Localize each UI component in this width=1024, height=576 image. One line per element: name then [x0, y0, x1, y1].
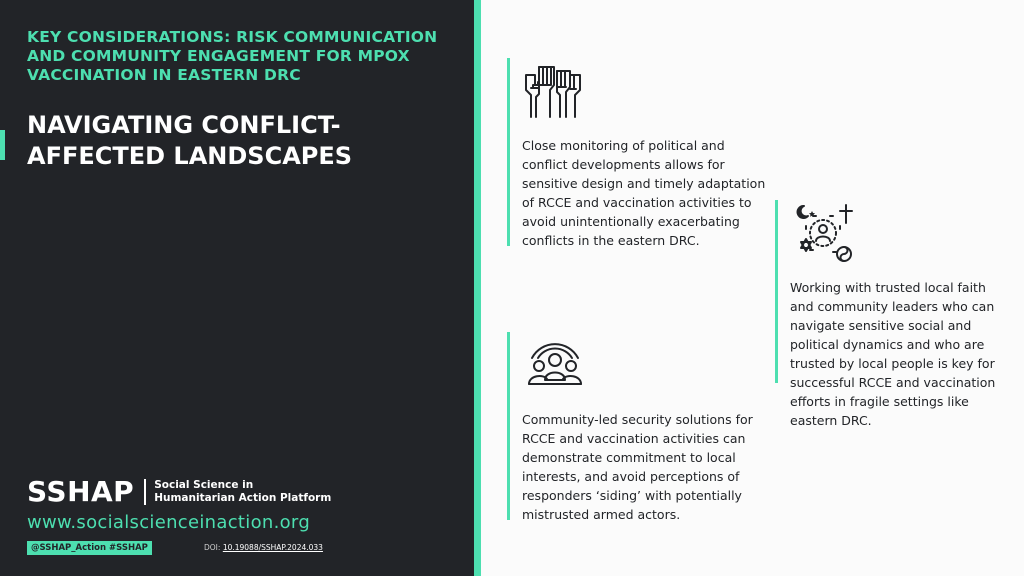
sshap-logo: SSHAP — [27, 475, 135, 508]
card-2-accent-line — [775, 200, 778, 383]
brand-divider — [144, 479, 146, 505]
raised-fists-icon — [522, 57, 588, 123]
headline-accent-bar — [0, 130, 5, 160]
accent-stripe — [474, 0, 481, 576]
page-title: NAVIGATING CONFLICT-AFFECTED LANDSCAPES — [27, 111, 353, 170]
doi-label: DOI: — [204, 543, 221, 552]
doi-link[interactable]: 10.19088/SSHAP.2024.033 — [222, 543, 323, 552]
card-3-text: Community-led security solutions for RCCE and vaccination activities can demonstrate commitment to local interests, and avoid perceptions of responders ‘siding’ with potentially mistrusted armed actors. — [522, 412, 753, 522]
brand-name: Social Science in Humanitarian Action Platform — [154, 478, 332, 504]
card-1-accent-line — [507, 58, 510, 246]
brand-block — [27, 475, 334, 508]
kicker-title: KEY CONSIDERATIONS: RISK COMMUNICATION AND COMMUNITY ENGAGEMENT FOR MPOX VACCINATION IN EASTERN DRC — [27, 28, 438, 84]
website-link[interactable]: www.socialscienceinaction.org — [27, 512, 311, 533]
card-3-accent-line — [507, 332, 510, 520]
card-2-text: Working with trusted local faith and community leaders who can navigate sensitive social and political dynamics and who are trusted by local people is key for successful RCCE and vaccination efforts in fragile settings like eastern DRC. — [790, 280, 996, 428]
faith-leaders-icon — [790, 200, 856, 266]
community-group-icon — [524, 334, 586, 396]
card-1-text: Close monitoring of political and conflict developments allows for sensitive design and timely adaptation of RCCE and vaccination activities to avoid unintentionally exacerbating conflicts in the eastern DRC. — [522, 138, 766, 248]
social-handles: @SSHAP_Action #SSHAP — [27, 541, 152, 555]
doi-block — [204, 543, 323, 552]
